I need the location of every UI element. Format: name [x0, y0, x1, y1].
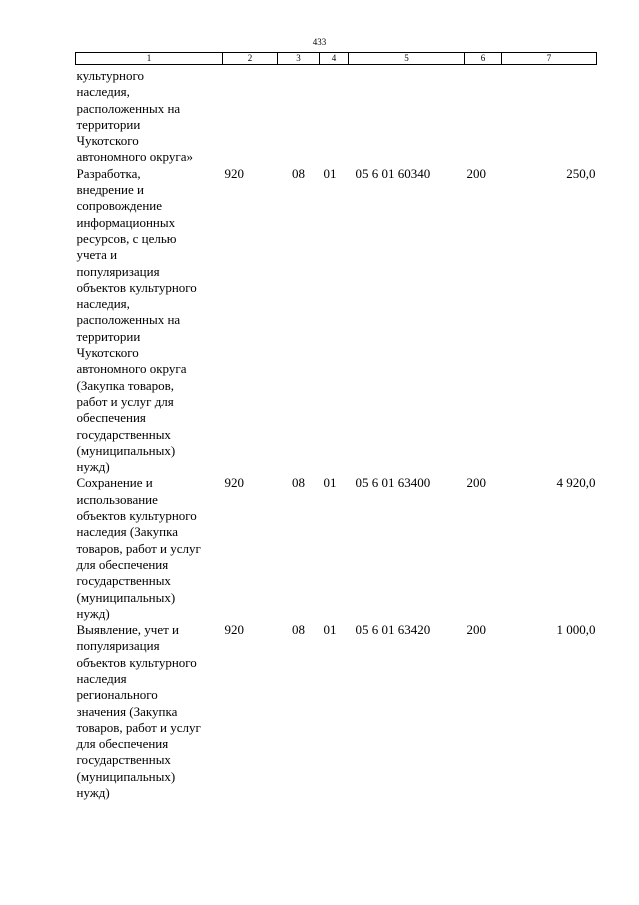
table-row [76, 166, 597, 476]
row-name-line: территории [76, 328, 141, 344]
row-subsection-code: 01 [323, 622, 337, 638]
table-row [76, 622, 597, 801]
row-target-article-code: 05 6 01 63420 [355, 622, 431, 638]
row-expense-type-code: 200 [466, 622, 486, 638]
row-name-line: значения (Закупка [76, 703, 178, 719]
row-section-code: 08 [292, 622, 305, 638]
row-name-line: обеспечения [76, 410, 146, 426]
row-ministry-code: 920 [224, 165, 244, 181]
row-name-line: территории [76, 116, 141, 132]
budget-table [75, 52, 597, 801]
row-name-line: Выявление, учет и [76, 622, 179, 638]
row-name-line: учета и [76, 247, 118, 263]
header-col-7: 7 [502, 53, 597, 65]
row-target-article-code: 05 6 01 63400 [355, 475, 431, 491]
row-name-line: работ и услуг для [76, 393, 174, 409]
row-name-line: нужд) [76, 459, 110, 475]
row-amount: 4 920,0 [556, 475, 596, 491]
row-name-line: использование [76, 491, 158, 507]
row-name-line: наследия (Закупка [76, 524, 178, 540]
row-section-code [278, 65, 320, 166]
row-name-line: сопровождение [76, 198, 163, 214]
row-amount: 1 000,0 [556, 622, 596, 638]
row-target-article-code [349, 65, 465, 166]
row-name-line: Чукотского [76, 133, 139, 149]
row-name-line: наследия, [76, 84, 130, 100]
row-name-line: регионального [76, 687, 158, 703]
row-name-cell [76, 475, 223, 622]
row-target-article-code: 05 6 01 60340 [355, 165, 431, 181]
header-col-4: 4 [320, 53, 349, 65]
row-name-line: информационных [76, 214, 176, 230]
row-ministry-code: 920 [224, 622, 244, 638]
row-expense-type-code: 200 [466, 475, 486, 491]
row-name-line: Разработка, [76, 165, 141, 181]
row-name-line: популяризация [76, 638, 160, 654]
page-number: 433 [312, 37, 327, 47]
row-expense-type-code: 200 [466, 165, 486, 181]
row-name-line: для обеспечения [76, 736, 169, 752]
row-name-line: автономного округа [76, 361, 187, 377]
header-col-1: 1 [76, 53, 223, 65]
row-name-cell [76, 166, 223, 476]
row-name-line: (муниципальных) [76, 442, 176, 458]
row-name-line: товаров, работ и услуг [76, 719, 201, 735]
row-name-line: (Закупка товаров, [76, 377, 174, 393]
row-expense-type-code [465, 65, 502, 166]
header-col-3: 3 [278, 53, 320, 65]
row-name-line: Сохранение и [76, 475, 153, 491]
row-subsection-code: 01 [323, 475, 337, 491]
row-amount [502, 65, 597, 166]
row-name-line: нужд) [76, 605, 110, 621]
row-subsection-code: 01 [323, 165, 337, 181]
row-name-cell [76, 65, 223, 166]
table-row [76, 475, 597, 622]
row-name-line: расположенных на [76, 312, 181, 328]
header-col-5: 5 [349, 53, 465, 65]
table-header [76, 53, 597, 65]
row-name-line: объектов культурного [76, 654, 197, 670]
row-name-line: государственных [76, 752, 171, 768]
row-name-line: объектов культурного [76, 279, 197, 295]
row-name-line: внедрение и [76, 182, 144, 198]
row-name-line: товаров, работ и услуг [76, 540, 201, 556]
header-col-6: 6 [465, 53, 502, 65]
row-name-line: для обеспечения [76, 556, 169, 572]
row-name-line: государственных [76, 573, 171, 589]
row-name-cell [76, 622, 223, 801]
row-ministry-code: 920 [224, 475, 244, 491]
row-name-line: Чукотского [76, 345, 139, 361]
row-subsection-code [320, 65, 349, 166]
row-name-line: объектов культурного [76, 508, 197, 524]
row-name-line: нужд) [76, 785, 110, 801]
header-row [76, 53, 597, 65]
row-section-code: 08 [292, 475, 305, 491]
row-name-line: культурного [76, 68, 144, 83]
row-amount: 250,0 [566, 165, 596, 181]
row-name-line: (муниципальных) [76, 589, 176, 605]
row-name-line: наследия [76, 670, 127, 686]
row-ministry-code [223, 65, 278, 166]
table-row [76, 65, 597, 166]
row-name-line: расположенных на [76, 100, 181, 116]
row-name-line: наследия, [76, 296, 130, 312]
row-section-code: 08 [292, 165, 305, 181]
header-col-2: 2 [223, 53, 278, 65]
row-name-line: популяризация [76, 263, 160, 279]
row-name-line: (муниципальных) [76, 768, 176, 784]
row-name-line: автономного округа» [76, 149, 193, 165]
table-body [76, 65, 597, 802]
row-name-line: ресурсов, с целью [76, 230, 177, 246]
row-name-line: государственных [76, 426, 171, 442]
